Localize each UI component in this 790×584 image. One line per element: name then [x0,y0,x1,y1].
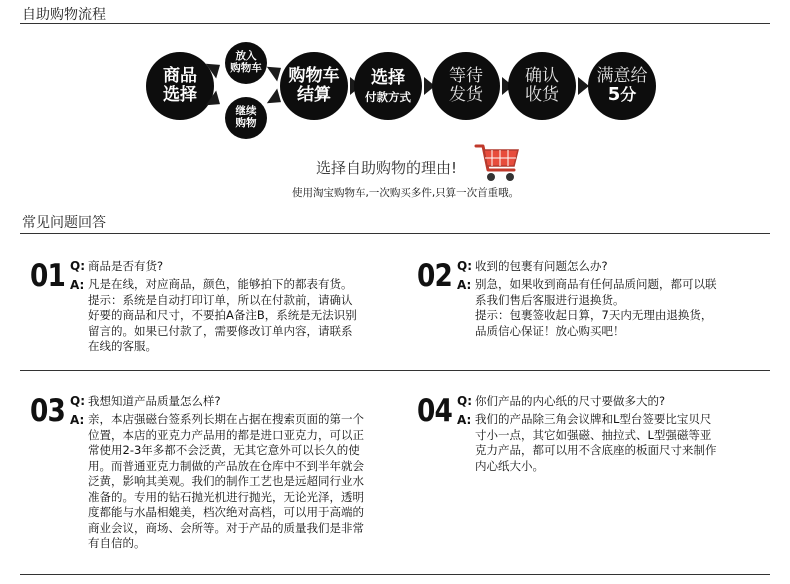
faq-question: 商品是否有货? [88,259,164,273]
step-select-product-line1: 商品 [163,66,197,87]
faq-answer-line: 泛黄，影响其美观。我们的制作工艺也是远超同行业水 [88,474,364,488]
shopping-cart-icon [474,140,522,184]
faq-answer-line: 别急，如果收到商品有任何品质问题，都可以联 [475,277,717,291]
step-confirm-receipt-line2: 收货 [525,85,559,105]
faq-question: 你们产品的内心纸的尺寸要做多大的? [475,394,666,408]
faq-answer-line: 内心纸大小。 [475,458,544,473]
faq-qa-labels [457,393,472,428]
step-payment-method-line1: 选择 [371,67,405,88]
step-cart-checkout-line1: 购物车 [288,66,340,87]
faq-answer-line: 好要的商品和尺寸，不要拍A备注B，系统是无法识别 [88,308,357,322]
step-rate-number: 5 [607,84,621,106]
faq-answer-line: 留言的。如果已付款了，需要修改订单内容，请联系 [88,323,353,338]
faq-answer-line: 系我们售后客服进行退换货。 [475,292,625,307]
faq-answer [475,277,775,339]
step-continue-shopping-line2: 购物 [235,117,257,129]
faq-item-01 [30,258,390,358]
step-cart-checkout [280,52,348,120]
faq-answer-line: 有自信的。 [88,536,146,550]
faq-answer-line: 提示：系统是自动打印订单，所以在付款前，请确认 [88,292,353,307]
answer-label: A: [70,413,85,427]
faq-bottom-divider [20,574,770,575]
step-select-product-line2: 选择 [163,85,197,105]
faq-answer [475,412,775,474]
faq-question: 我想知道产品质量怎么样? [88,394,221,408]
reason-subtitle: 使用淘宝购物车,一次购买多件,只算一次首重哦。 [292,187,520,199]
step-confirm-receipt [508,52,576,120]
question-label: Q: [457,259,472,273]
faq-answer-line: 凡是在线，对应商品，颜色，能够拍下的都表有货。 [88,277,353,291]
step-wait-shipping [432,52,500,120]
faq-answer-line: 亲，本店强磁台签系列长期在占据在搜索页面的第一个 [88,412,364,426]
question-label: Q: [70,259,85,273]
reason-title: 选择自助购物的理由! [316,159,458,177]
faq-answer-line: 位置，本店的亚克力产品用的都是进口亚克力，可以正 [88,427,364,442]
faq-question: 收到的包裹有问题怎么办? [475,259,608,273]
step-rate-five-stars [588,52,656,120]
flow-section-title: 自助购物流程 [22,7,106,23]
step-rate-line1: 满意给 [596,65,648,86]
question-label: Q: [70,394,85,408]
faq-number: 03 [30,393,65,429]
faq-answer-line: 克力产品，都可以用不含底座的板面尺寸来制作 [475,443,717,457]
faq-number: 02 [417,258,452,294]
faq-answer-line: 准备的。专用的钻石抛光机进行抛光，无论光泽，透明 [88,489,364,504]
answer-label: A: [457,413,472,427]
faq-answer-line: 度都能与水晶相媲美，档次绝对高档，可以用于高端的 [88,505,364,519]
flow-section-divider [20,23,770,24]
faq-section-title: 常见问题回答 [22,215,106,231]
step-rate-unit: 分 [620,85,637,105]
faq-qa-labels [457,258,472,293]
faq-answer-line: 用。而普通亚克力制做的产品放在仓库中不到半年就会 [88,458,364,473]
faq-answer-line: 商业会议，商场、会所等。对于产品的质量我们是非常 [88,520,364,535]
faq-answer-line: 提示：包裹签收起日算，7天内无理由退换货， [475,308,713,322]
step-confirm-receipt-line1: 确认 [525,66,559,87]
faq-answer-line: 在线的客服。 [88,339,157,353]
faq-item-03 [30,393,390,553]
faq-answer-line: 品质信心保证！放心购买吧！ [475,323,625,338]
faq-qa-labels [70,258,85,293]
question-label: Q: [457,394,472,408]
faq-section-divider [20,233,770,234]
faq-number: 04 [417,393,452,429]
faq-item-02 [417,258,777,348]
answer-label: A: [457,278,472,292]
faq-answer [88,277,388,355]
step-cart-checkout-line2: 结算 [297,85,331,105]
step-wait-shipping-line2: 发货 [449,85,483,105]
step-wait-shipping-line1: 等待 [449,66,483,87]
faq-answer-line: 常使用2-3年多都不会泛黄，无其它意外可以长久的使 [88,443,360,457]
faq-qa-labels [70,393,85,428]
faq-answer [88,412,388,552]
step-add-to-cart [225,42,267,84]
step-add-to-cart-line2: 购物车 [230,62,262,74]
faq-answer-line: 我们的产品除三角会议牌和L型台签要比宝贝尺 [475,412,712,426]
faq-item-04 [417,393,777,483]
faq-row-divider [20,370,770,371]
step-continue-shopping-line1: 继续 [235,105,257,118]
faq-answer-line: 寸小一点，其它如强磁、抽拉式、L型强磁等亚 [475,427,712,442]
step-add-to-cart-line1: 放入 [235,50,257,63]
answer-label: A: [70,278,85,292]
step-payment-method-line2: 付款方式 [365,89,411,104]
faq-number: 01 [30,258,65,294]
step-payment-method [354,52,422,120]
step-continue-shopping [225,97,267,139]
step-select-product [146,52,214,120]
step-rate-line2 [608,85,637,105]
